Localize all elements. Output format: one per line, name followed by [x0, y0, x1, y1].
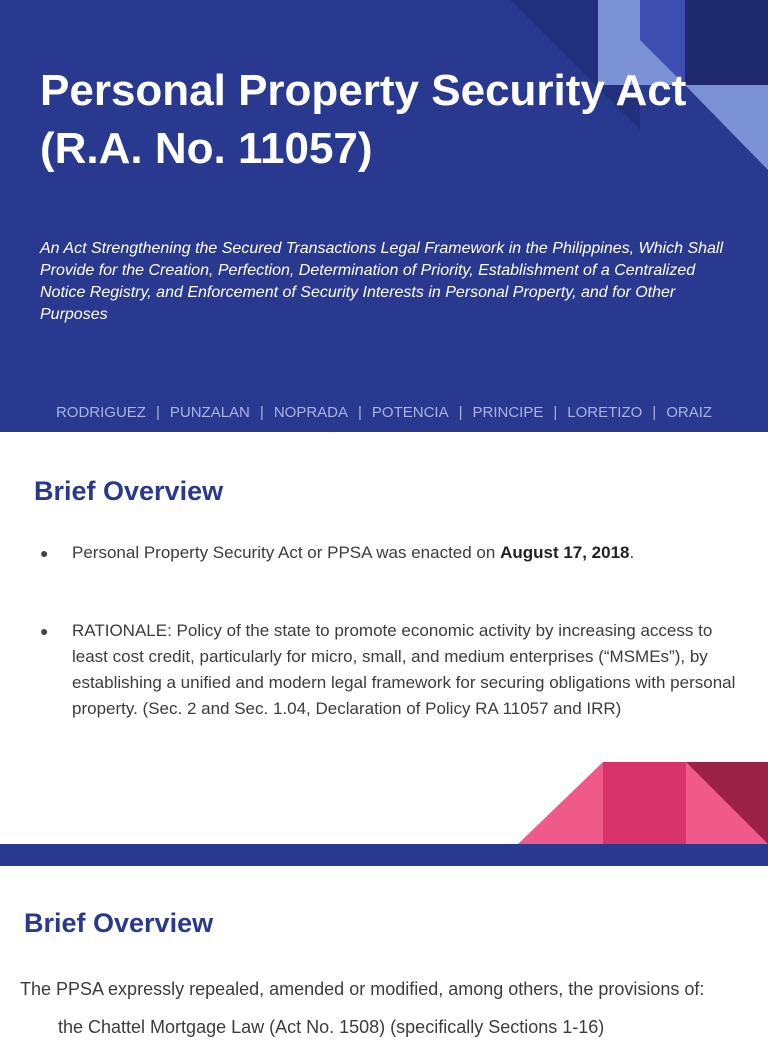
- title-line-1: Personal Property Security Act: [40, 66, 687, 115]
- author-name: ORAIZ: [666, 404, 713, 421]
- list-item-partial: the Chattel Mortgage Law (Act No. 1508) (specifically Sections 1-16): [58, 1017, 605, 1037]
- author-name: PRINCIPE: [472, 404, 544, 421]
- title-line-2: (R.A. No. 11057): [40, 124, 373, 173]
- deco-shape-pink: [518, 762, 603, 844]
- separator: |: [553, 404, 558, 421]
- section-heading: Brief Overview: [34, 476, 224, 506]
- slide-divider: [0, 844, 768, 866]
- title-slide: [0, 0, 768, 432]
- separator: |: [259, 404, 264, 421]
- corner-decoration: [0, 432, 768, 844]
- page-title: [40, 62, 740, 178]
- author-name: LORETIZO: [567, 404, 643, 421]
- author-list: [0, 404, 768, 421]
- enactment-date: August 17, 2018: [500, 543, 630, 562]
- author-name: POTENCIA: [371, 404, 449, 421]
- bullet-icon: ●: [40, 545, 49, 561]
- author-name: PUNZALAN: [169, 404, 250, 421]
- separator: |: [652, 404, 657, 421]
- separator: |: [358, 404, 362, 421]
- separator: |: [155, 404, 160, 421]
- intro-text: The PPSA expressly repealed, amended or modified, among others, the provisions of:: [20, 979, 705, 999]
- overview-slide-2: [0, 866, 768, 1037]
- author-name: NOPRADA: [273, 404, 348, 421]
- subtitle: An Act Strengthening the Secured Transactions Legal Framework in the Philippines, Which Shall Provide for the Creation, Perfection, Determination of Priority, Establishment of a Centralized Notice Registry, and Enforcement of Security Interests in Personal Property, and for Other Purposes: [40, 240, 724, 323]
- section-heading: Brief Overview: [24, 908, 214, 938]
- bullet-text-end: .: [629, 543, 635, 562]
- bullet-text: Personal Property Security Act or PPSA was enacted on: [72, 543, 501, 562]
- separator: |: [458, 404, 463, 421]
- overview-slide: [0, 432, 768, 844]
- deco-shape-magenta: [603, 762, 686, 844]
- author-name: RODRIGUEZ: [55, 404, 146, 421]
- bullet-icon: ●: [40, 623, 49, 639]
- bullet-text: RATIONALE: Policy of the state to promote economic activity by increasing access to least cost credit, particularly for micro, small, and medium enterprises (“MSMEs”), by establishing a unified and modern legal framework for securing obligations with personal property. (Sec. 2 and Sec. 1.04, Declaration of Policy RA 11057 and IRR): [72, 621, 736, 718]
